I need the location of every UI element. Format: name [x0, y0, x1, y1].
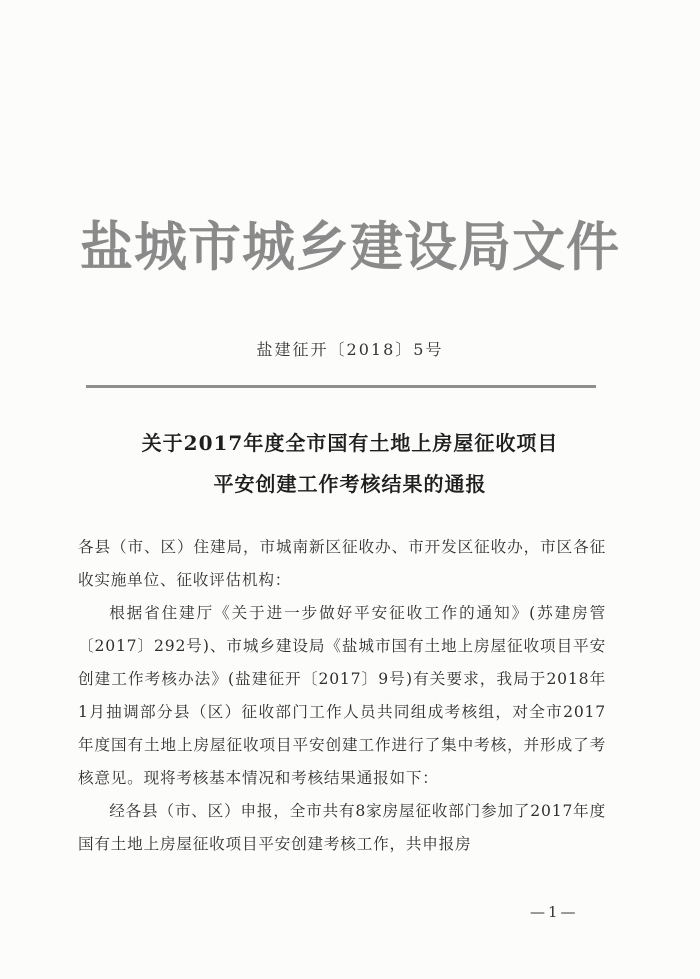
document-number: 盐建征开〔2018〕5号 [256, 340, 444, 359]
notice-title-line2: 平安创建工作考核结果的通报 [213, 472, 487, 496]
separator-line [86, 385, 596, 388]
recipients-paragraph: 各县（市、区）住建局，市城南新区征收办、市开发区征收办，市区各征收实施单位、征收评估机构： [78, 538, 606, 589]
body-paragraph-2: 经各县（市、区）申报，全市共有8家房屋征收部门参加了2017年度国有土地上房屋征收项目平安创建考核工作，共申报房 [78, 802, 606, 853]
notice-title-line1: 关于2017年度全市国有土地上房屋征收项目 [141, 431, 559, 455]
page-number: —1— [530, 903, 579, 921]
body-text [78, 531, 606, 861]
body-paragraph-1: 根据省住建厅《关于进一步做好平安征收工作的通知》(苏建房管〔2017〕292号)、市城乡建设局《盐城市国有土地上房屋征收项目平安创建工作考核办法》(盐建征开〔2017〕9号)有关要求，我局于2018年1月抽调部分县（区）征收部门工作人员共同组成考核组，对全市2017年度国有土地上房屋征收项目平安创建工作进行了集中考核，并形成了考核意见。现将考核基本情况和考核结果通报如下： [78, 604, 606, 787]
issuer-title: 盐城市城乡建设局文件 [80, 217, 620, 278]
